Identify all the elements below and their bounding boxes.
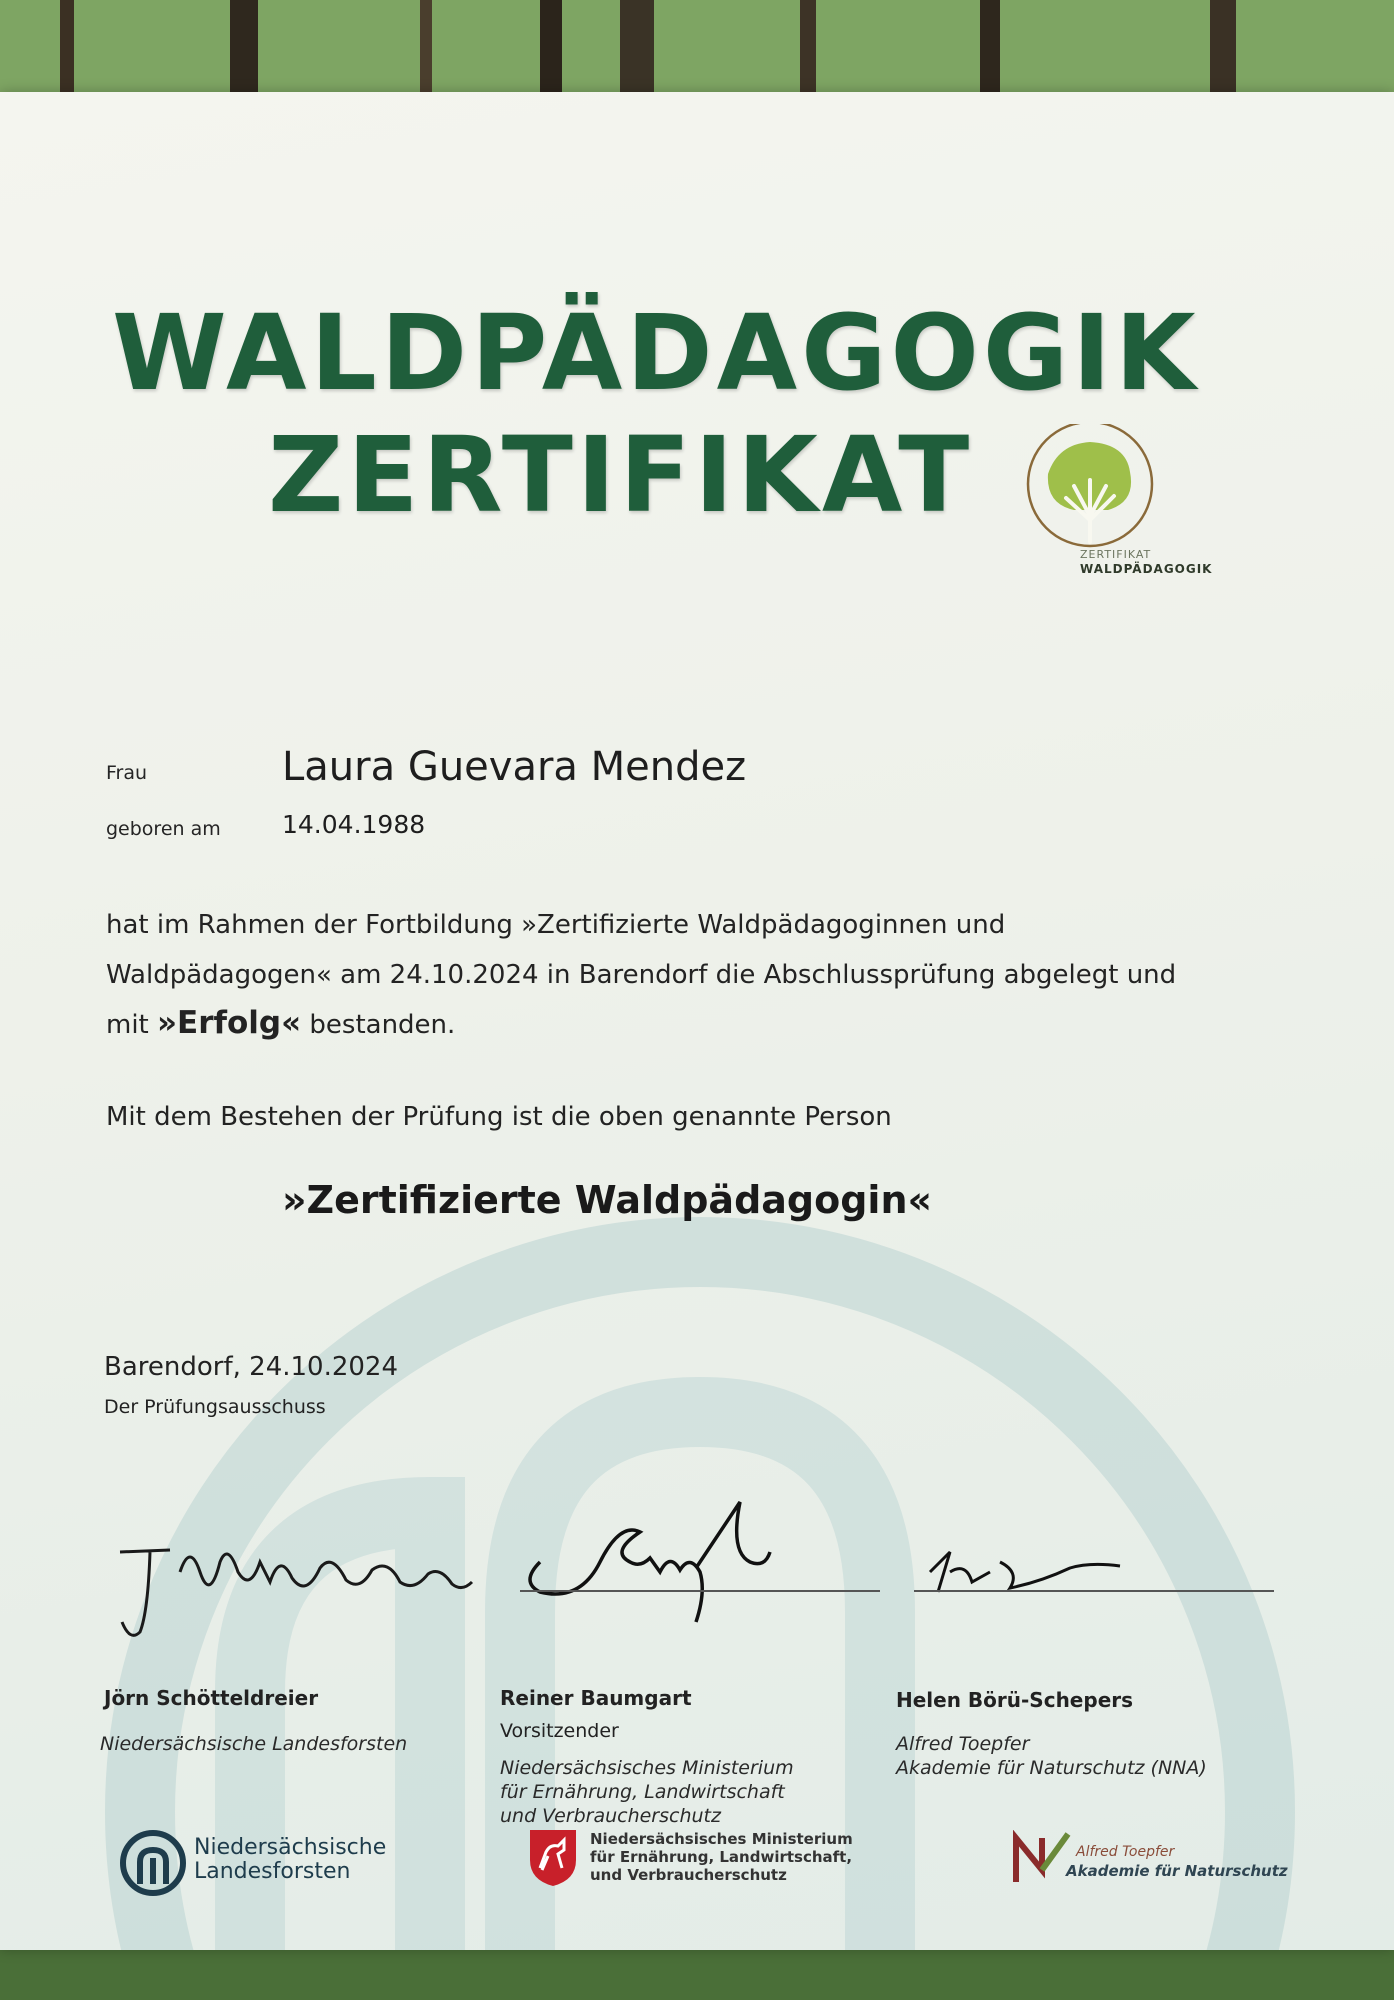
certificate-title-line1: WALDPÄDAGOGIK (112, 292, 1200, 414)
place-date: Barendorf, 24.10.2024 (104, 1352, 399, 1382)
ministerium-logo-text-3: und Verbraucherschutz (590, 1866, 787, 1884)
seal-caption-line2: WALDPÄDAGOGIK (1080, 562, 1213, 576)
signature-3 (910, 1532, 1130, 1612)
landesforsten-logo-icon (118, 1828, 188, 1898)
landesforsten-logo-text-1: Niedersächsische (194, 1835, 387, 1860)
nna-logo-text-1: Alfred Toepfer (1076, 1844, 1175, 1860)
dob-label: geboren am (106, 818, 221, 840)
signatory-2-name: Reiner Baumgart (500, 1686, 692, 1710)
nna-logo-icon (1012, 1830, 1072, 1886)
certified-title: »Zertifizierte Waldpädagogin« (282, 1178, 933, 1222)
seal-caption-line1: ZERTIFIKAT (1080, 548, 1152, 561)
landesforsten-logo-text-2: Landesforsten (194, 1859, 351, 1884)
body-line-3 (106, 998, 455, 1050)
signatory-2-org-3: und Verbraucherschutz (500, 1805, 721, 1827)
ministerium-logo-text-1: Niedersächsisches Ministerium (590, 1830, 853, 1848)
signatory-2-role: Vorsitzender (500, 1720, 619, 1742)
body-line-1: hat im Rahmen der Fortbildung »Zertifizierte Waldpädagoginnen und (106, 910, 1006, 940)
signature-2 (520, 1492, 780, 1642)
signatory-2-org-2: für Ernährung, Landwirtschaft (500, 1781, 785, 1803)
ministerium-logo-text-2: für Ernährung, Landwirtschaft, (590, 1848, 853, 1866)
result-emphasis: »Erfolg« (157, 1005, 302, 1041)
signature-line-3 (914, 1590, 1274, 1592)
committee-label: Der Prüfungsausschuss (104, 1396, 326, 1418)
signature-line-2 (520, 1590, 880, 1592)
signature-1 (110, 1512, 490, 1652)
recipient-name: Laura Guevara Mendez (282, 744, 747, 790)
signatory-1-org: Niedersächsische Landesforsten (100, 1733, 408, 1755)
signatory-3-org-1: Alfred Toepfer (896, 1733, 1030, 1755)
certificate-paper (0, 92, 1394, 1950)
signatory-2-org-1: Niedersächsisches Ministerium (500, 1757, 794, 1779)
signatory-3-name: Helen Börü-Schepers (896, 1688, 1134, 1712)
body-line-3-pre: mit (106, 1010, 158, 1040)
recipient-dob: 14.04.1988 (282, 810, 426, 839)
lower-saxony-horse-crest-icon (528, 1828, 578, 1888)
certificate-title-line2: ZERTIFIKAT (268, 414, 974, 536)
body-line-3-post: bestanden. (301, 1010, 456, 1040)
signatory-1-name: Jörn Schötteldreier (104, 1686, 319, 1710)
signatory-3-org-2: Akademie für Naturschutz (NNA) (896, 1757, 1207, 1779)
body-line-2: Waldpädagogen« am 24.10.2024 in Barendorf die Abschlussprüfung abgelegt und (106, 960, 1177, 990)
body-line-4: Mit dem Bestehen der Prüfung ist die oben genannte Person (106, 1102, 892, 1132)
nna-logo-text-2: Akademie für Naturschutz (1066, 1862, 1288, 1880)
salutation-label: Frau (106, 762, 148, 784)
